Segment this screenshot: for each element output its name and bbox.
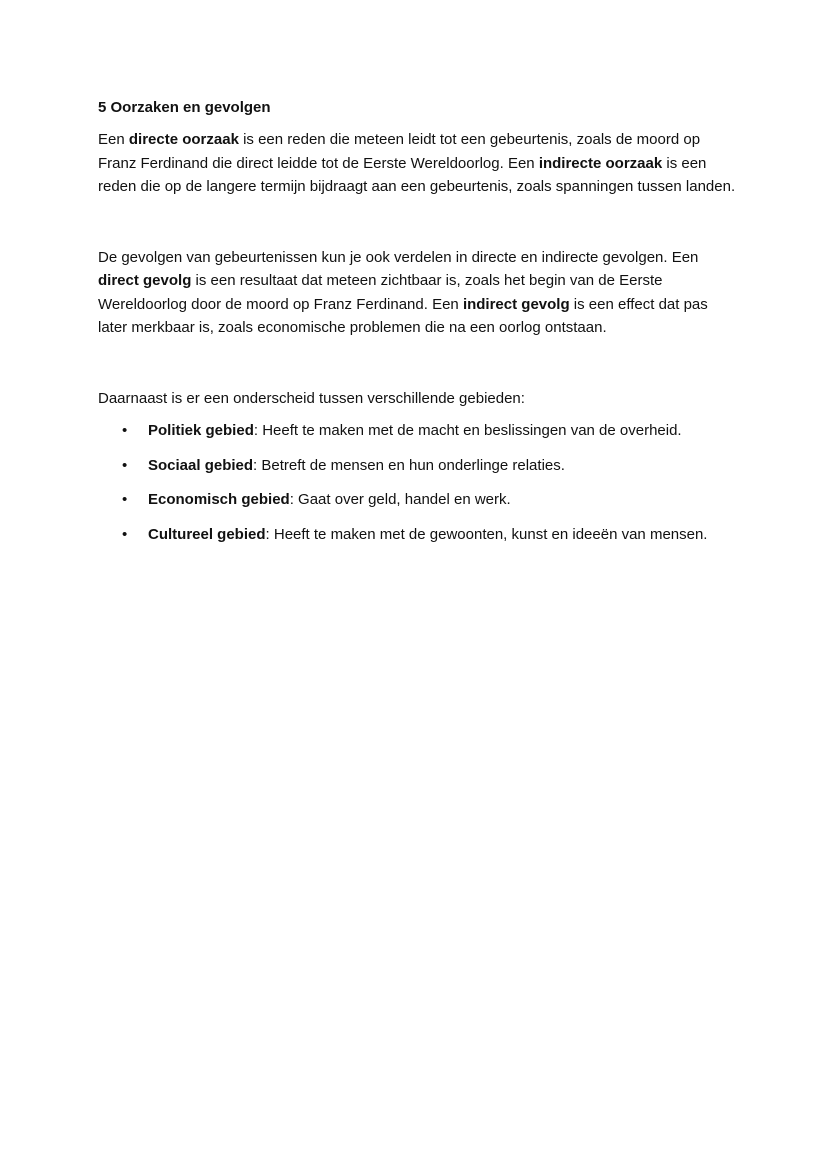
text-run: De gevolgen van gebeurtenissen kun je ook verdelen in directe en indirecte gevolgen. Een bbox=[98, 248, 699, 266]
bullet-icon: • bbox=[122, 491, 128, 508]
paragraph-effects bbox=[98, 246, 738, 340]
paragraph-causes bbox=[98, 128, 738, 199]
area-description: : Gaat over geld, handel en werk. bbox=[289, 491, 511, 508]
area-description: : Heeft te maken met de macht en beslissingen van de overheid. bbox=[253, 422, 682, 439]
area-description: : Betreft de mensen en hun onderlinge relaties. bbox=[253, 456, 565, 474]
bullet-icon: • bbox=[122, 456, 128, 474]
bullet-icon: • bbox=[122, 422, 128, 439]
list-item bbox=[98, 419, 738, 443]
area-term: Sociaal gebied bbox=[148, 456, 254, 474]
term-direct-cause: directe oorzaak bbox=[128, 131, 239, 148]
list-item bbox=[98, 488, 738, 512]
text-run: is een effect dat pas later merkbaar is, zoals economische problemen die na een oorlog ontstaan. bbox=[98, 295, 708, 336]
area-term: Politiek gebied bbox=[148, 422, 254, 439]
list-item bbox=[98, 454, 738, 478]
text-run: is een reden die meteen leidt tot een gebeurtenis, zoals de moord op Franz Ferdinand die direct leidde tot de Eerste Wereldoorlog. Een bbox=[98, 131, 701, 172]
term-direct-effect: direct gevolg bbox=[98, 272, 192, 289]
term-indirect-cause: indirecte oorzaak bbox=[538, 154, 663, 172]
text-run: is een resultaat dat meteen zichtbaar is, zoals het begin van de Eerste Wereldoorlog door de moord op Franz Ferdinand. Een bbox=[98, 272, 663, 313]
term-indirect-effect: indirect gevolg bbox=[462, 295, 570, 313]
text-run: Een bbox=[98, 131, 129, 148]
area-term: Cultureel gebied bbox=[148, 525, 266, 543]
area-term: Economisch gebied bbox=[148, 491, 290, 508]
paragraph-areas-intro: Daarnaast is er een onderscheid tussen verschillende gebieden: bbox=[98, 389, 525, 407]
document-page bbox=[98, 96, 738, 557]
area-description: : Heeft te maken met de gewoonten, kunst en ideeën van mensen. bbox=[265, 525, 708, 543]
section-heading: 5 Oorzaken en gevolgen bbox=[98, 99, 271, 116]
bullet-icon: • bbox=[122, 525, 128, 543]
list-item bbox=[98, 523, 738, 547]
areas-list bbox=[98, 419, 738, 546]
text-run: is een reden die op de langere termijn bijdraagt aan een gebeurtenis, zoals spanningen tussen landen. bbox=[98, 154, 736, 195]
